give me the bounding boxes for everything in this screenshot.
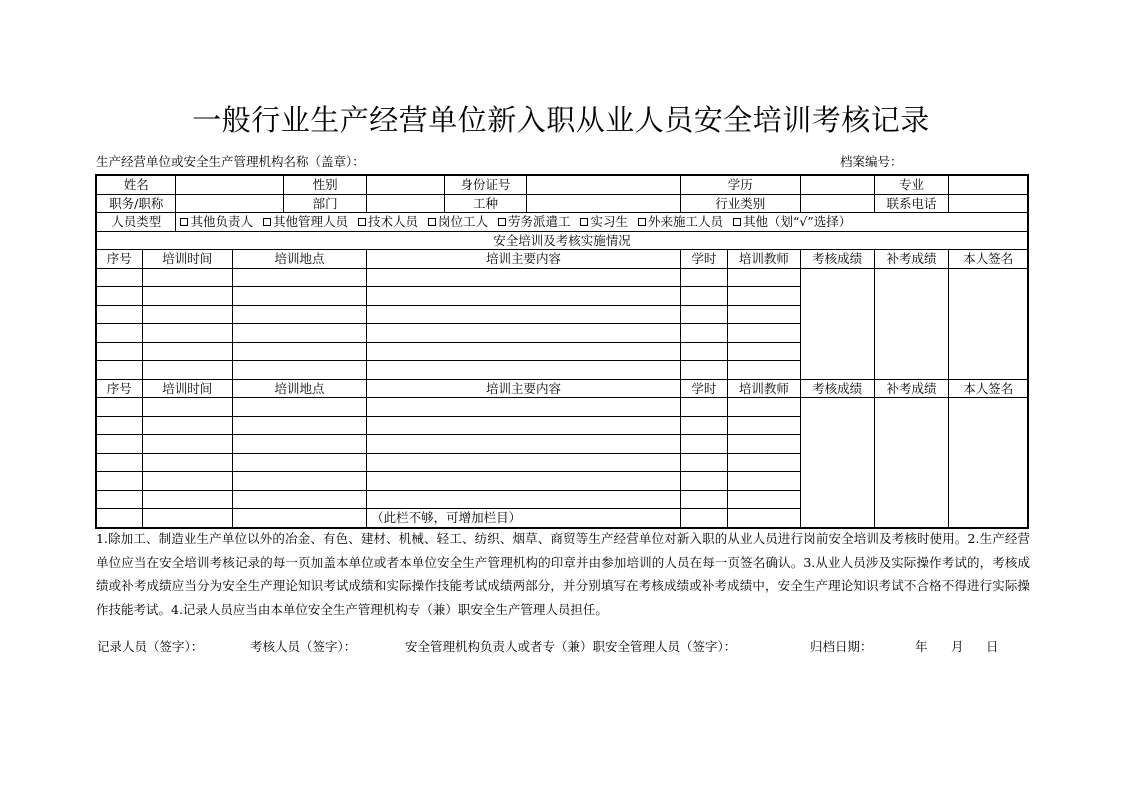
checkbox-icon[interactable] [428,218,436,226]
col-score: 考核成绩 [800,379,874,398]
col-seq: 序号 [96,379,142,398]
signature-field[interactable] [949,398,1028,528]
col-content: 培训主要内容 [367,379,681,398]
option-dispatch[interactable]: 劳务派遣工 [498,214,571,229]
col-teacher: 培训教师 [727,379,800,398]
col-signature: 本人签名 [949,379,1028,398]
personnel-type-options [176,213,1028,232]
department-label: 部门 [284,194,367,213]
table-row [96,398,1028,417]
col-score: 考核成绩 [800,250,874,269]
major-label: 专业 [874,175,949,194]
col-signature: 本人签名 [949,250,1028,269]
col-makeup: 补考成绩 [874,379,949,398]
signature-field[interactable] [949,268,1028,379]
recorder-signature-label: 记录人员（签字）： [97,639,204,654]
job-type-field[interactable] [527,194,681,213]
industry-field[interactable] [800,194,874,213]
info-row-2 [96,194,1028,213]
table-row [96,268,1028,287]
option-other-leader[interactable]: 其他负责人 [180,214,253,229]
option-other-manager[interactable]: 其他管理人员 [263,214,348,229]
gender-label: 性别 [284,175,367,194]
col-seq: 序号 [96,250,142,269]
option-intern[interactable]: 实习生 [580,214,628,229]
makeup-field[interactable] [874,268,949,379]
id-card-label: 身份证号 [445,175,527,194]
score-field[interactable] [800,268,874,379]
info-row-1 [96,175,1028,194]
name-label: 姓名 [96,175,176,194]
option-contractor[interactable]: 外来施工人员 [638,214,723,229]
phone-field[interactable] [949,194,1028,213]
date-year-label: 年 [915,639,928,654]
position-label: 职务/职称 [96,194,176,213]
archive-date-label: 归档日期： [810,639,873,654]
education-field[interactable] [800,175,874,194]
checkbox-icon[interactable] [498,218,506,226]
col-hours: 学时 [680,250,727,269]
col-content: 培训主要内容 [367,250,681,269]
education-label: 学历 [680,175,800,194]
id-card-field[interactable] [527,175,681,194]
checkbox-icon[interactable] [358,218,366,226]
date-day-label: 日 [986,639,999,654]
examiner-signature-label: 考核人员（签字）： [250,639,357,654]
col-teacher: 培训教师 [727,250,800,269]
checkbox-icon[interactable] [638,218,646,226]
makeup-field[interactable] [874,398,949,528]
column-header-row [96,250,1028,269]
col-place: 培训地点 [232,250,366,269]
col-time: 培训时间 [142,379,232,398]
option-worker[interactable]: 岗位工人 [428,214,488,229]
instructions-text: 1.除加工、制造业生产单位以外的冶金、有色、建材、机械、轻工、纺织、烟草、商贸等生产经营单位对新入职的从业人员进行岗前安全培训及考核时使用。2.生产经营单位应当在安全培训考核记录的每一页加盖本单位或者本单位安全生产管理机构的印章并由参加培训的人员在每一页签名确认。3.从业人员涉及实际操作考试的，考核成绩或补考成绩应当分为安全生产理论知识考试成绩和实际操作技能考试成绩两部分，并分别填写在考核成绩或补考成绩中，安全生产理论知识考试不合格不得进行实际操作技能考试。4.记录人员应当由本单位安全生产管理机构专（兼）职安全生产管理人员担任。 [96,531,1030,617]
major-field[interactable] [949,175,1028,194]
phone-label: 联系电话 [874,194,949,213]
unit-name-label: 生产经营单位或安全生产管理机构名称（盖章）： [96,154,365,169]
extra-rows-note: （此栏不够，可增加栏目） [367,509,681,528]
column-header-row [96,379,1028,398]
date-month-label: 月 [951,639,964,654]
industry-label: 行业类别 [680,194,800,213]
position-field[interactable] [176,194,284,213]
checkbox-icon[interactable] [263,218,271,226]
col-place: 培训地点 [232,379,366,398]
score-field[interactable] [800,398,874,528]
option-technician[interactable]: 技术人员 [358,214,418,229]
col-hours: 学时 [680,379,727,398]
col-makeup: 补考成绩 [874,250,949,269]
personnel-type-label: 人员类型 [96,213,176,232]
manager-signature-label: 安全管理机构负责人或者专（兼）职安全管理人员（签字）： [405,639,737,654]
training-record-table [95,174,1029,529]
section-title-row [96,231,1028,250]
checkbox-icon[interactable] [733,218,741,226]
option-other[interactable]: 其他（划“√”选择） [733,214,851,229]
personnel-type-row [96,213,1028,232]
section-title: 安全培训及考核实施情况 [96,231,1028,250]
gender-field[interactable] [367,175,445,194]
department-field[interactable] [367,194,445,213]
col-time: 培训时间 [142,250,232,269]
job-type-label: 工种 [445,194,527,213]
name-field[interactable] [176,175,284,194]
checkbox-icon[interactable] [580,218,588,226]
archive-number-label: 档案编号： [840,154,903,169]
page-title: 一般行业生产经营单位新入职从业人员安全培训考核记录 [192,103,930,137]
checkbox-icon[interactable] [180,218,188,226]
